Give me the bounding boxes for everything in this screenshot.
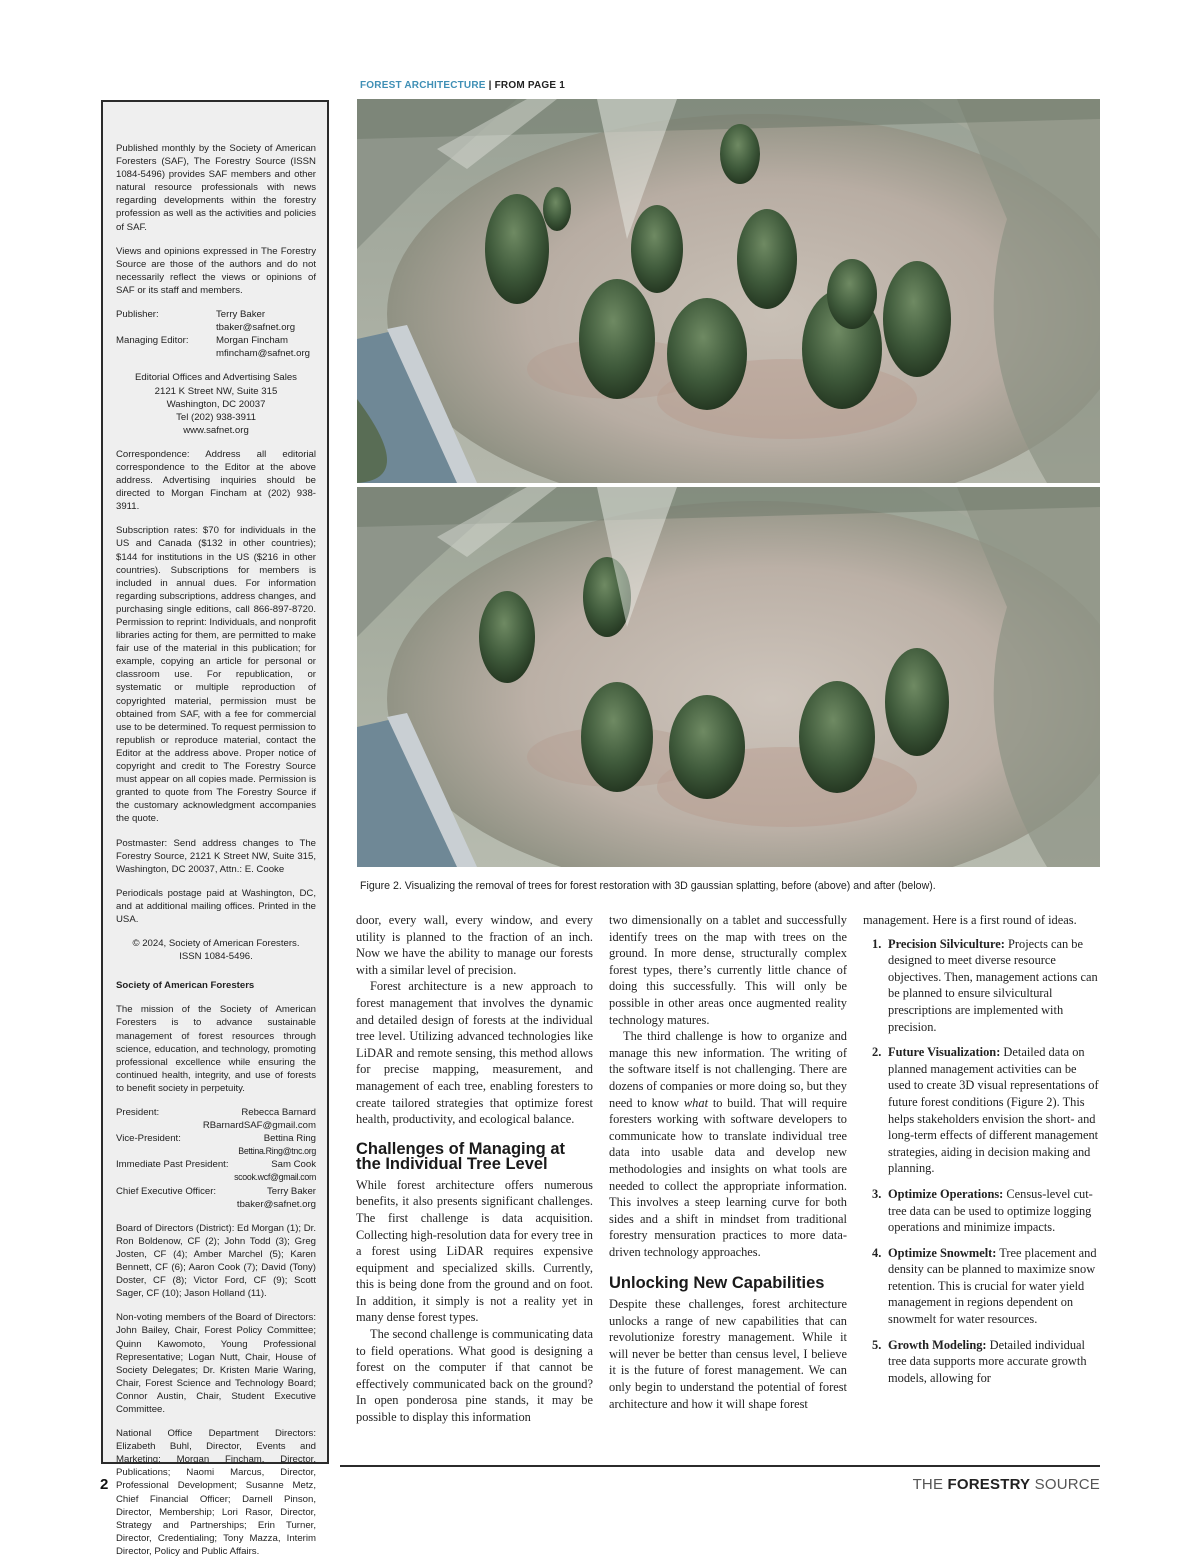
ideas-list [863,936,1100,1387]
list-item [863,1337,1100,1387]
list-item [863,1245,1100,1328]
masthead-sidebar [101,100,329,1557]
masthead-the: THE [912,1476,948,1493]
saf-mission: The mission of the Society of American Foresters is to advance sustainable management of forest resources through science, education, and technology, promoting professional excellence while ensuring the continued health, integrity, and use of forests to benefit society in perpetuity. [116,1004,316,1094]
offices-tel: Tel (202) 938-3911 [176,411,256,423]
officer-row [116,1106,316,1119]
list-term: Growth Modeling: [888,1337,987,1352]
list-term: Optimize Operations: [888,1186,1004,1201]
publisher-email: tbaker@safnet.org [216,322,296,334]
paragraph: Despite these challenges, forest architecture unlocks a range of new capabilities that can revolutionize forestry management. While it will never be better than census level, I believe it is the future of forest management. We can only begin to understand the potential of forest architecture and how it will shape forest [609,1296,847,1411]
kicker-section: FOREST ARCHITECTURE [360,80,486,91]
masthead-source: SOURCE [1030,1476,1100,1493]
figure-caption: Figure 2. Visualizing the removal of trees for forest restoration with 3D gaussian splatting, before (above) and after (below). [360,880,936,892]
offices-city: Washington, DC 20037 [166,398,266,410]
sidebar-board: Board of Directors (District): Ed Morgan (1); Dr. Ron Boldenow, CF (2); John Todd (3); Greg Josten, CF (4); Amber Marchel (5); Karen Bennett, CF (6); Aaron Cook (7); David (Tony) Doster, CF (8); Victor Ford, CF (9); Scott Sager, CF (10); Jason Holland (11). [116,1222,316,1300]
section-kicker [360,80,565,91]
list-term: Precision Silviculture: [888,936,1005,951]
officer-name: Terry Baker [266,1185,316,1197]
officer-label: Immediate Past President: [116,1159,229,1171]
paragraph: While forest architecture offers numerous benefits, it also presents significant challenges. The first challenge is data acquisition. Collecting high-resolution data for every tree in a forest using LiDAR requires expensive equipment and specialized skills. Currently, this is being done from the ground and on foot. In addition, it simply is not a reality yet in many dense forest types. [356,1177,593,1325]
list-number: 2. [872,1045,882,1060]
publisher-label: Publisher: [116,309,159,321]
sidebar-national-office: National Office Department Directors: Elizabeth Buhl, Director, Events and Marketing; Morgan Fincham, Director, Publications; Naomi Marcus, Director, Professional Development; Susanne Metz, Chief Financial Officer; Darnell Pinson, Director, Membership; Lori Rasor, Director, Strategy and Partnerships; Erin Turner, Director, Credentialing; Tony Mazza, Interim Director, Policy and Public Affairs. [116,1428,316,1557]
officer-label: Chief Executive Officer: [116,1185,217,1197]
article-column-3 [863,912,1100,1395]
emphasis: what [683,1095,709,1110]
sidebar-nonvoting: Non-voting members of the Board of Directors: John Bailey, Chair, Forest Policy Committee; Quinn Kawomoto, Young Professional Representative; Logan Nutt, Chair, House of Society Delegates; Dr. Kristen Marie Waring, Chair, Forest Science and Technology Board; Connor Austin, Chair, Student Executive Committee. [116,1312,316,1415]
sidebar-correspondence: Correspondence: Address all editorial correspondence to the Editor at the above address. Advertising inquiries should be directed to Morgan Fincham at (202) 938-3911. [116,448,316,513]
officer-label: President: [116,1107,160,1118]
offices-web: www.safnet.org [183,424,249,436]
offices-title: Editorial Offices and Advertising Sales [135,372,297,384]
officer-name: Rebecca Barnard [241,1107,316,1118]
list-text: Tree placement and density can be planned to maximize snow retention. This is crucial for water yield management in regions dependent on snowmelt for water resources. [888,1245,1097,1327]
saf-heading: Society of American Foresters [116,980,255,992]
heading-challenges: Challenges of Managing at the Individual Tree Level [356,1139,566,1174]
sidebar-subscription: Subscription rates: $70 for individuals in the US and Canada ($132 in other countries); $144 for institutions in the US ($216 in other countries). Subscriptions for members is included in annual dues. For information regarding subscriptions, address changes, and purchasing single editions, call 866-897-8720. Permission to reprint: Individuals, and nonprofit libraries acting for them, are permitted to make fair use of the material in this publication; for example, copying an article for personal or classroom use. For republication, or systematic or multiple reproduction of copyrighted material, permission must be obtained from SAF, with a fee for commercial use to be determined. To request permission to republish or reproduce material, contact the Editor at the address above. Proper notice of copyright and credit to The Forestry Source must appear on all copies made. Permission is granted to quote from The Forestry Source if the customary acknowledgment accompanies the quote. [116,525,316,825]
officer-row [116,1185,316,1198]
officer-email: Bettina.Ring@tnc.org [238,1146,316,1157]
publisher-email-row [116,321,316,334]
offices-block [116,371,316,436]
copyright-block [116,937,316,963]
paragraph: two dimensionally on a tablet and successfully identify trees on the map with trees on the ground. In more dense, structurally complex forest types, there’s currently little chance of doing this successfully. This will only be possible in other areas once augmented reality technology matures. [609,913,847,1027]
article-column-1 [356,912,593,1426]
officer-label: Vice-President: [116,1133,181,1145]
officer-name: Sam Cook [271,1159,316,1171]
kicker-separator: | [485,80,495,91]
list-text: Detailed data on planned management activities can be used to create 3D visual representations of future forest conditions (Figure 2). This helps stakeholders envision the short- and long-term effects of different management strategies, aiding in decision making and planning. [888,1045,1099,1176]
list-text: Census-level cut-tree data can be used to optimize logging operations and minimize impacts. [888,1186,1093,1235]
forest-photo-after [357,487,1100,867]
article-column-2 [609,912,847,1412]
sidebar-views: Views and opinions expressed in The Forestry Source are those of the authors and do not necessarily reflect the views or opinions of SAF or its staff and members. [116,245,316,296]
page-number: 2 [100,1476,109,1493]
officer-row [116,1132,316,1145]
officer-email: RBarnardSAF@gmail.com [202,1120,316,1132]
editor-label: Managing Editor: [116,335,189,347]
text-run: The third challenge is how to organize and manage this new information. The writing of the software itself is not challenging. There are dozens of companies or more doing so, but they need to know [609,1029,847,1110]
list-number: 4. [872,1245,882,1260]
paragraph: management. Here is a first round of ideas. [863,913,1077,927]
list-number: 1. [872,936,882,951]
officers-list [116,1106,316,1211]
list-number: 5. [872,1337,882,1352]
copyright-line: © 2024, Society of American Foresters. [132,938,300,950]
list-item [863,936,1100,1036]
issn-line: ISSN 1084-5496. [179,951,253,963]
sidebar-postage: Periodicals postage paid at Washington, DC, and at additional mailing offices. Printed in the USA. [116,887,316,925]
paragraph: Forest architecture is a new approach to forest management that involves the dynamic and detailed design of forests at the individual tree level. Utilizing advanced technologies like LiDAR and remote sensing, this method allows for precise mapping, measurement, and management of each tree, enabling foresters to create tailored strategies that optimize forest health, productivity, and ecological balance. [356,979,593,1127]
text-run: to build. That will require foresters working with software developers to communicate how to translate individual tree data into usable data and develop new methodologies and insights on what tools are needed to collect the appropriate information. This involves a steep learning curve for both sides and a shift in mindset from traditional forestry mensuration practices to more data-driven technology approaches. [609,1095,847,1259]
list-text: Detailed individual tree data supports more accurate growth models, allowing for [888,1337,1087,1385]
publisher-row [116,308,316,321]
list-number: 3. [872,1186,882,1201]
editor-name: Morgan Fincham [216,335,288,347]
list-term: Optimize Snowmelt: [888,1245,997,1260]
sidebar-intro: Published monthly by the Society of American Foresters (SAF), The Forestry Source (ISSN 1084-5496) provides SAF members and other natural resource professionals with news regarding developments within the forestry profession as well as the activities and policies of SAF. [116,143,316,233]
masthead-forestry: FORESTRY [947,1476,1031,1493]
list-term: Future Visualization: [888,1045,1001,1060]
officer-email: scook.wcf@gmail.com [234,1172,316,1183]
officer-name: Bettina Ring [263,1133,316,1145]
officer-email: tbaker@safnet.org [236,1198,316,1210]
list-item [863,1044,1100,1177]
editor-email-row [116,347,316,360]
publisher-name: Terry Baker [216,309,266,321]
paragraph: The second challenge is communicating data to field operations. What good is designing a forest on the computer if that cannot be effectively communicated back on the ground? In open ponderosa pine stands, it may be possible to display this information [356,1327,593,1425]
offices-street: 2121 K Street NW, Suite 315 [154,385,278,397]
forest-photo-before [357,99,1100,483]
sidebar-postmaster: Postmaster: Send address changes to The Forestry Source, 2121 K Street NW, Suite 315, Washington, DC 20037, Attn.: E. Cooke [116,837,316,875]
editor-row [116,334,316,347]
footer-rule [340,1465,1100,1467]
editor-email: mfincham@safnet.org [216,348,310,360]
paragraph: door, every wall, every window, and every utility is planned to the fraction of an inch. Now we have the ability to manage our forests with a similar level of precision. [356,913,593,977]
kicker-from: FROM PAGE 1 [494,80,565,91]
list-item [863,1186,1100,1236]
heading-unlocking: Unlocking New Capabilities [609,1274,825,1293]
list-text: Projects can be designed to meet diverse resource objectives. Then, management actions can be planned to ensure silvicultural prescriptions are implemented with precision. [888,936,1098,1034]
publication-masthead [913,1476,1100,1493]
paragraph [609,1028,847,1260]
officer-row [116,1158,316,1171]
